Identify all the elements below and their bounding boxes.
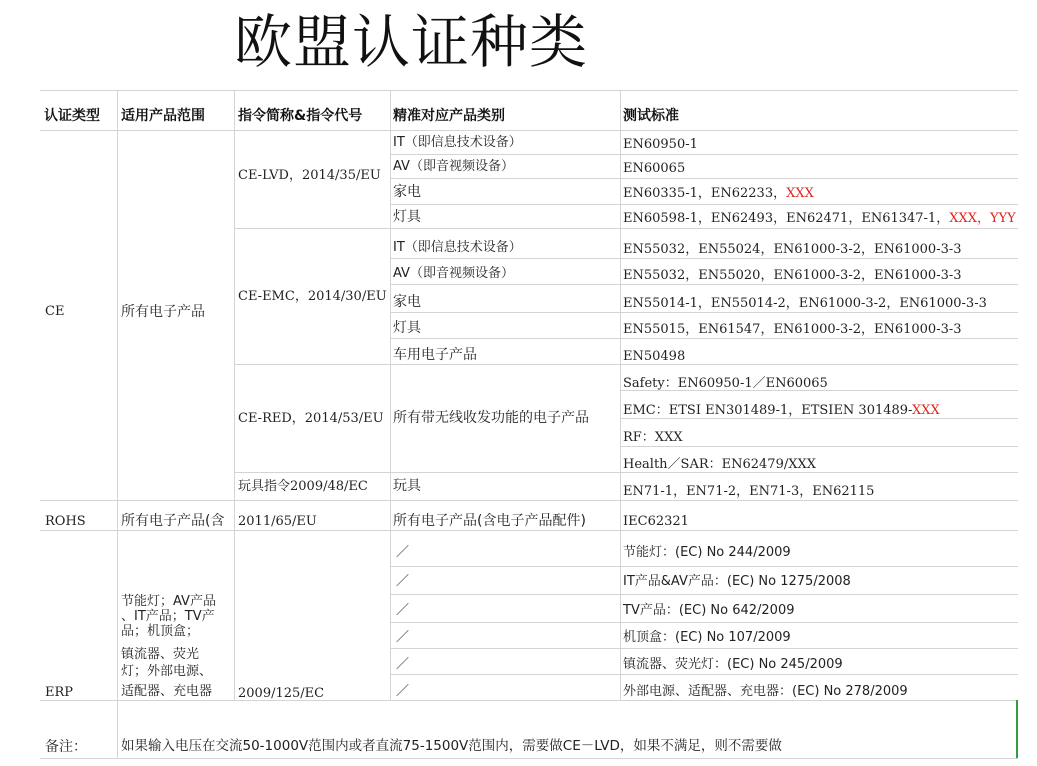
standard-cell: IEC62321 <box>623 514 689 529</box>
scope-erp-line: 适配器、充电器 <box>121 684 213 699</box>
standard-cell: EN55032，EN55020，EN61000-3-2，EN61000-3-3 <box>623 268 962 283</box>
directive-emc: CE-EMC，2014/30/EU <box>238 289 387 304</box>
standard-cell: EN55015，EN61547，EN61000-3-2，EN61000-3-3 <box>623 322 962 337</box>
category-cell: 所有电子产品(含电子产品配件) <box>393 513 586 529</box>
standard-cell: Health／SAR：EN62479/XXX <box>623 457 816 472</box>
category-cell: 家电 <box>393 294 421 310</box>
cert-ce: CE <box>45 304 65 319</box>
category-cell: 所有带无线收发功能的电子产品 <box>393 410 589 426</box>
scope-erp-line: 、IT产品；TV产 <box>121 609 215 624</box>
page-title: 欧盟认证种类 <box>233 8 588 76</box>
directive-toy: 玩具指令2009/48/EC <box>238 479 368 494</box>
category-cell: ／ <box>396 684 410 699</box>
header-directive: 指令简称&指令代号 <box>238 108 363 124</box>
directive-red: CE-RED，2014/53/EU <box>238 411 384 426</box>
standard-cell: EN60335-1，EN62233，XXX <box>623 186 814 201</box>
standard-cell: EN50498 <box>623 349 686 364</box>
standard-cell: EN60950-1 <box>623 137 698 152</box>
header-cert-type: 认证类型 <box>44 108 100 124</box>
scope-erp-line: 节能灯；AV产品 <box>121 594 216 609</box>
category-cell: ／ <box>396 545 410 560</box>
standard-cell: 外部电源、适配器、充电器：(EC) No 278/2009 <box>623 684 908 699</box>
category-cell: 灯具 <box>393 320 421 336</box>
category-cell: 灯具 <box>393 209 421 225</box>
category-cell: ／ <box>396 630 410 645</box>
category-cell: IT（即信息技术设备） <box>393 240 522 255</box>
standard-cell: EN71-1，EN71-2，EN71-3，EN62115 <box>623 484 875 499</box>
standard-cell: Safety：EN60950-1／EN60065 <box>623 376 828 391</box>
category-cell: 家电 <box>393 184 421 200</box>
category-cell: 车用电子产品 <box>393 347 477 363</box>
category-cell: ／ <box>396 657 410 672</box>
standard-cell: EN60065 <box>623 161 686 176</box>
cert-erp: ERP <box>45 685 74 700</box>
note-text: 如果输入电压在交流50-1000V范围内或者直流75-1500V范围内，需要做CE－LVD，如果不满足，则不需要做 <box>121 738 782 754</box>
standard-cell: EN60598-1，EN62493，EN62471，EN61347-1，XXX，YYY <box>623 211 1016 226</box>
standard-cell: IT产品&AV产品：(EC) No 1275/2008 <box>623 574 851 589</box>
standard-cell: TV产品：(EC) No 642/2009 <box>623 603 795 618</box>
standard-cell: EN55032，EN55024，EN61000-3-2，EN61000-3-3 <box>623 242 962 257</box>
category-cell: 玩具 <box>393 478 421 494</box>
cert-rohs: ROHS <box>45 514 86 529</box>
category-cell: IT（即信息技术设备） <box>393 135 522 150</box>
standard-cell: EMC：ETSI EN301489-1，ETSIEN 301489-XXX <box>623 403 940 418</box>
directive-erp: 2009/125/EC <box>238 686 325 701</box>
standard-cell: EN55014-1，EN55014-2，EN61000-3-2，EN61000-3-3 <box>623 296 987 311</box>
standard-cell: RF：XXX <box>623 430 683 445</box>
standard-cell: 镇流器、荧光灯：(EC) No 245/2009 <box>623 657 843 672</box>
scope-erp-line: 灯；外部电源、 <box>121 664 213 679</box>
scope-rohs: 所有电子产品(含 <box>121 513 225 529</box>
category-cell: AV（即音视频设备） <box>393 266 514 281</box>
note-label: 备注： <box>45 739 87 755</box>
header-scope: 适用产品范围 <box>121 108 205 124</box>
header-category: 精准对应产品类别 <box>393 108 505 124</box>
category-cell: AV（即音视频设备） <box>393 159 514 174</box>
category-cell: ／ <box>396 603 410 618</box>
directive-rohs: 2011/65/EU <box>238 514 317 529</box>
directive-lvd: CE-LVD，2014/35/EU <box>238 168 381 183</box>
scope-erp-line: 镇流器、荧光 <box>121 647 200 662</box>
scope-ce: 所有电子产品 <box>121 304 205 320</box>
scope-erp-line: 品；机顶盒； <box>121 624 200 639</box>
category-cell: ／ <box>396 574 410 589</box>
header-standard: 测试标准 <box>623 108 679 124</box>
standard-cell: 节能灯：(EC) No 244/2009 <box>623 545 791 560</box>
standard-cell: 机顶盒：(EC) No 107/2009 <box>623 630 791 645</box>
